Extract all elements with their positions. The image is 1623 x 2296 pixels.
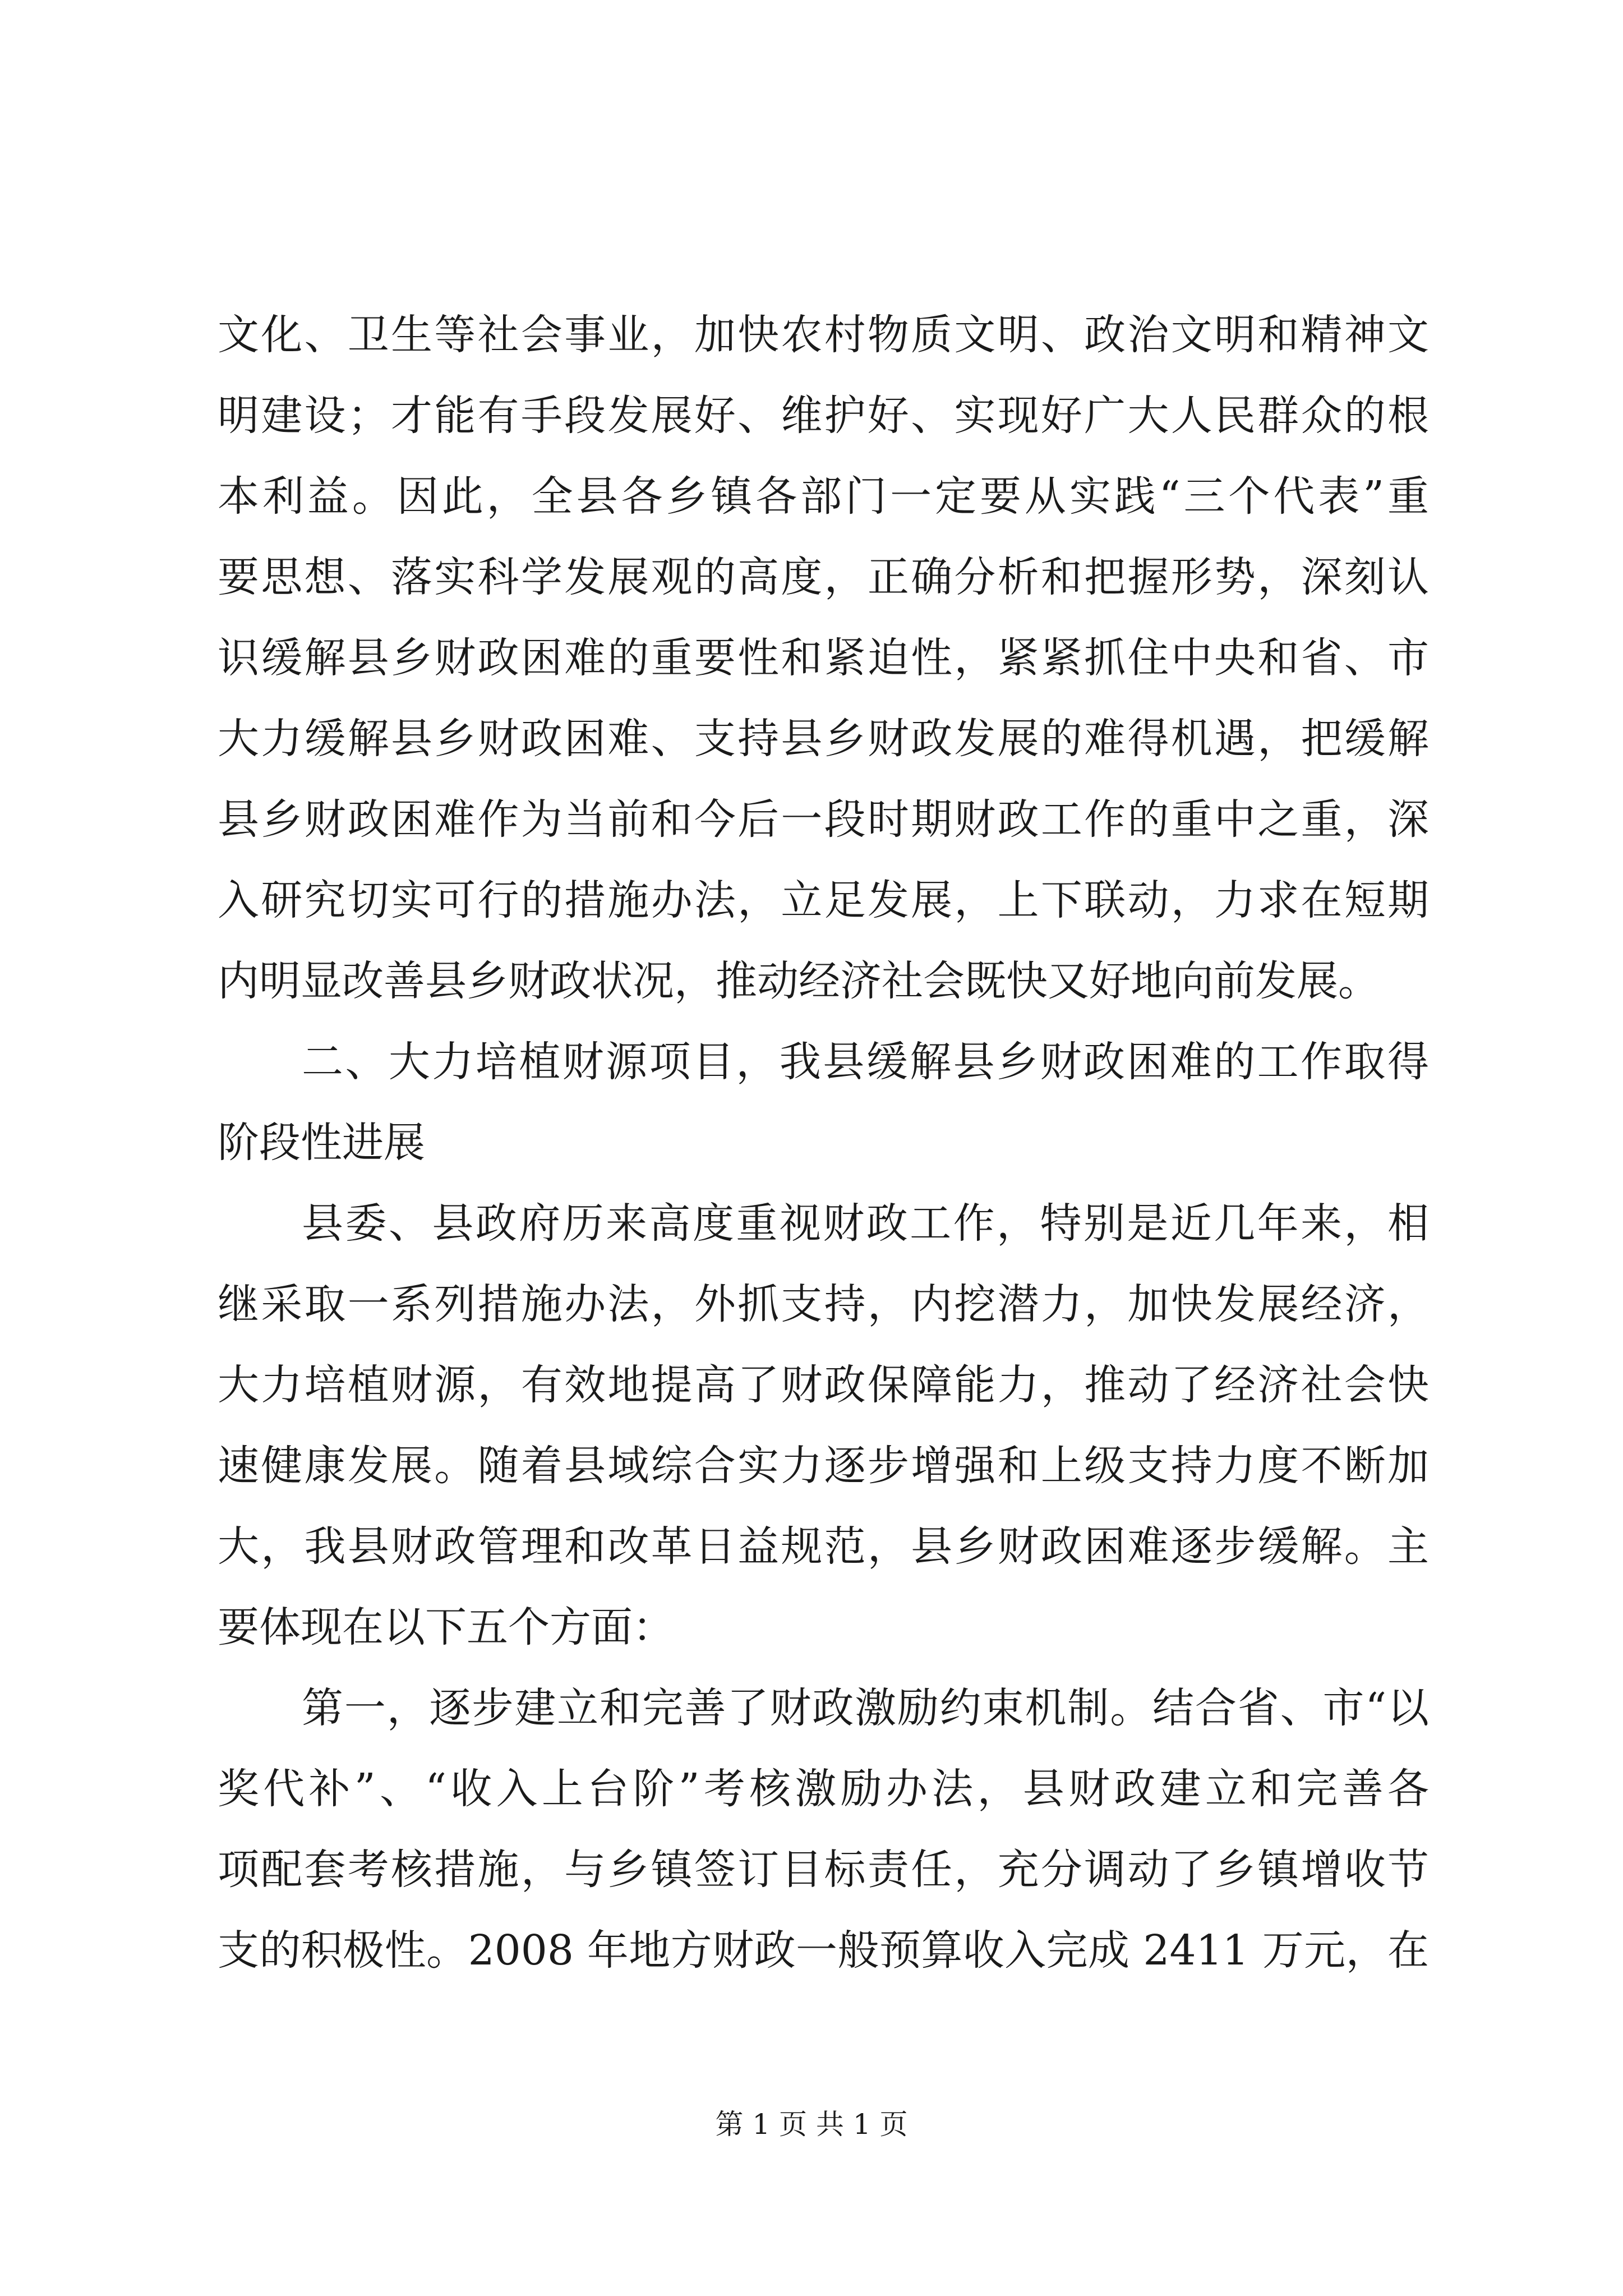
- text-line: 二、大力培植财源项目，我县缓解县乡财政困难的工作取得: [302, 1038, 1429, 1086]
- body-text: [218, 295, 1429, 1991]
- text-line: 识缓解县乡财政困难的重要性和紧迫性，紧紧抓住中央和省、市: [218, 634, 1429, 682]
- text-line: 第一，逐步建立和完善了财政激励约束机制。结合省、市“以: [302, 1684, 1429, 1732]
- text-line: 支的积极性。2008 年地方财政一般预算收入完成 2411 万元，在: [218, 1926, 1429, 1975]
- text-line: 继采取一系列措施办法，外抓支持，内挖潜力，加快发展经济，: [218, 1280, 1429, 1328]
- text-line: 内明显改善县乡财政状况，推动经济社会既快又好地向前发展。: [218, 957, 1380, 1005]
- text-line: 要思想、落实科学发展观的高度，正确分析和把握形势，深刻认: [218, 553, 1429, 601]
- text-line: 县乡财政困难作为当前和今后一段时期财政工作的重中之重，深: [218, 795, 1429, 844]
- text-line: 入研究切实可行的措施办法，立足发展，上下联动，力求在短期: [218, 876, 1429, 924]
- text-line: 明建设；才能有手段发展好、维护好、实现好广大人民群众的根: [218, 392, 1429, 440]
- text-line: 要体现在以下五个方面：: [218, 1603, 674, 1651]
- text-line: 速健康发展。随着县域综合实力逐步增强和上级支持力度不断加: [218, 1442, 1429, 1490]
- text-line: 县委、县政府历来高度重视财政工作，特别是近几年来，相: [302, 1199, 1429, 1248]
- text-line: 项配套考核措施，与乡镇签订目标责任，充分调动了乡镇增收节: [218, 1846, 1429, 1894]
- text-line: 奖代补”、“收入上台阶”考核激励办法，县财政建立和完善各: [218, 1765, 1429, 1813]
- text-line: 阶段性进展: [218, 1119, 425, 1167]
- text-line: 大，我县财政管理和改革日益规范，县乡财政困难逐步缓解。主: [218, 1522, 1429, 1571]
- text-line: 大力缓解县乡财政困难、支持县乡财政发展的难得机遇，把缓解: [218, 715, 1429, 763]
- text-line: 本利益。因此，全县各乡镇各部门一定要从实践“三个代表”重: [218, 472, 1429, 521]
- text-line: 大力培植财源，有效地提高了财政保障能力，推动了经济社会快: [218, 1361, 1429, 1409]
- page-footer: 第 1 页 共 1 页: [715, 2108, 908, 2141]
- text-line: 文化、卫生等社会事业，加快农村物质文明、政治文明和精神文: [218, 311, 1429, 359]
